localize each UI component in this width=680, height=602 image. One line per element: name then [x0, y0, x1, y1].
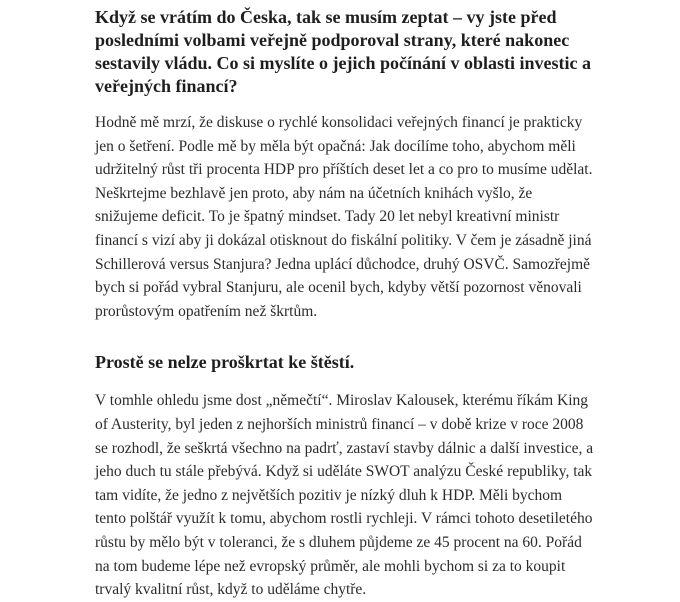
interview-question: Když se vrátím do Česka, tak se musím zeptat – vy jste před posledními volbami veřejně podporoval strany, které nakonec sestavily vládu. Co si myslíte o jejich počínání v oblasti investic a veřejných financí? — [95, 7, 592, 96]
article-body — [95, 6, 595, 602]
interview-answer-paragraph: Hodně mě mrzí, že diskuse o rychlé konsolidaci veřejných financí je prakticky jen o šetření. Podle mě by měla být opačná: Jak docílíme toho, abychom měli udržitelný růst tři procenta HDP pro příštích deset let a co pro to musíme udělat. Neškrtejme bezhlavě jen proto, aby nám na účetních knihách vyšlo, že snižujeme deficit. To je špatný mindset. Tady 20 let nebyl kreativní ministr financí s vizí aby ji dokázal otisknout do fiskální politiky. V čem je zásadně jiná Schillerová versus Stanjura? Jedna uplácí důchodce, druhý OSVČ. Samozřejmě bych si pořád vybral Stanjuru, ale ocenil bych, kdyby větší pozornost věnovali prorůstovým opatřením než škrtům. — [95, 114, 593, 320]
interview-answer-paragraph-2: V tomhle ohledu jsme dost „němečtí“. Miroslav Kalousek, kterému říkám King of Austerity, byl jeden z nejhorších ministrů financí – v době krize v roce 2008 se rozhodl, že seškrtá všechno na padrť, zastaví stavby dálnic a další investice, a jeho duch tu stále přebývá. Když si uděláte SWOT analýzu České republiky, tak tam vidíte, že jedno z největších pozitiv je nízký dluh k HDP. Měli bychom tento polštář využít k tomu, abychom rostli rychleji. V rámci tohoto desetiletého růstu by mělo být v toleranci, že s dluhem půjdeme ze 45 procent na 60. Pořád na tom budeme lépe než evropský průměr, ale mohli bychom si za to koupit trvalý kvalitní růst, když to uděláme chytře. — [95, 392, 594, 599]
article-subheading: Prostě se nelze proškrtat ke štěstí. — [95, 352, 355, 373]
